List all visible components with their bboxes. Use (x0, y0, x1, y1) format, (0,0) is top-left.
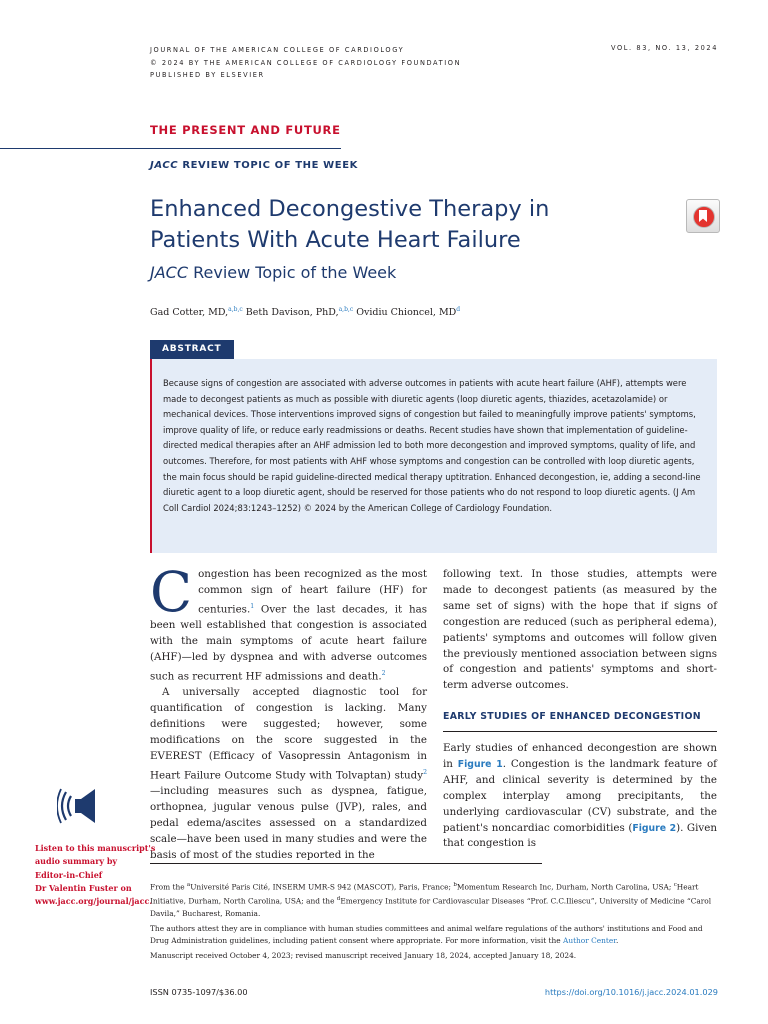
body-paragraph (150, 560, 427, 685)
journal-meta (150, 44, 461, 82)
footnote-text: From the (150, 882, 187, 892)
body-column-right (443, 567, 717, 694)
subtitle-rest: Review Topic of the Week (188, 263, 397, 282)
audio-line: audio summary by (35, 856, 118, 867)
body-column-right-lower (443, 741, 717, 852)
audio-line: Editor-in-Chief (35, 869, 103, 880)
affiliation-marker: c (673, 882, 677, 888)
body-text: Over the last decades, it has been well established that congestion is associated with the main symptoms of acute heart failure (AHF)—led by dyspnea and with adverse outcomes such as recurrent HF admissions and death. (150, 603, 427, 683)
affiliation-link[interactable]: a,b,c (338, 306, 354, 313)
footnote-text: . (616, 935, 619, 945)
abstract-label: ABSTRACT (150, 340, 234, 359)
audio-link[interactable]: www.jacc.org/journal/jacc. (35, 896, 153, 907)
issn: ISSN 0735-1097/$36.00 (150, 987, 248, 997)
article-subtitle (150, 263, 396, 282)
section-heading: EARLY STUDIES OF ENHANCED DECONGESTION (443, 711, 701, 722)
body-text: Early studies of enhanced decongestion are shown in (443, 742, 717, 770)
audio-line: Dr Valentin Fuster on (35, 882, 132, 893)
body-column-left (150, 560, 427, 864)
body-paragraph (150, 685, 427, 863)
topic-label (150, 160, 358, 171)
author-name: Ovidiu Chioncel, MD (353, 307, 457, 319)
author-list (150, 306, 460, 318)
body-text: ). Given that congestion is (443, 821, 717, 850)
body-text: . Congestion is the landmark feature of AHF, and clinical severity is determined by the complex interplay among precipitants, the underlying cardiovascular (CV) substrate, and the patient's noncardiac comorbidities ( (443, 757, 717, 834)
footnote-text: The authors attest they are in compliance with human studies committees and animal welfare regulations of the authors' institutions and Food and Drug Administration guidelines, including patient consent where appropriate. For more information, visit the (150, 923, 703, 945)
manuscript-dates: Manuscript received October 4, 2023; revised manuscript received January 18, 2024, accepted January 18, 2024. (150, 950, 577, 960)
footnote-text: Heart Initiative, Durham, North Carolina, USA; and the (150, 882, 699, 906)
reference-link[interactable]: 2 (381, 669, 386, 677)
body-paragraph: following text. In those studies, attempts were made to decongest patients (as measured by the same set of signs) with the hope that if signs of congestion are reduced (such as peripheral edema), patients' symptoms and outcomes will follow given the previously mentioned association between signs of congestion and patients' symptoms and short-term adverse outcomes. (443, 568, 717, 692)
copyright-line: © 2024 BY THE AMERICAN COLLEGE OF CARDIOLOGY FOUNDATION (150, 58, 462, 67)
footnote-text: Université Paris Cité, INSERM UMR-S 942 (MASCOT), Paris, France; (190, 882, 454, 892)
abstract-accent-line (150, 359, 152, 553)
audio-summary-note[interactable] (35, 842, 155, 908)
topic-jacc: JACC (150, 160, 179, 171)
footnote-text: Momentum Research Inc, Durham, North Carolina, USA; (456, 882, 674, 892)
affiliation-marker: b (453, 882, 457, 888)
body-text: A universally accepted diagnostic tool for quantification of congestion is lacking. Many definitions were suggested; however, some modifications on the score suggested in the EVEREST (Efficacy of Vasopressin Antagonism in Heart Failure Outcome Study with Tolvaptan) study (150, 686, 427, 782)
footnote-text: Emergency Institute for Cardiovascular Diseases “Prof. C.C.Iliescu”, University of Medicine “Carol Davila,” Bucharest, Romania. (150, 896, 712, 918)
author-name: Beth Davison, PhD, (242, 307, 339, 319)
abstract-text: Because signs of congestion are associated with adverse outcomes in patients with acute heart failure (AHF), attempts were made to decongest patients as much as possible with diuretic agents (loop diuretic agents, thiazides, acetazolamide) or mechanical devices. Those interventions improved signs of congestion but failed to meaningfully improve patients' symptoms, improve quality of life, or reduce early readmissions or deaths. Recent studies have shown that implementation of guideline-directed medical therapies after an AHF admission led to both more decongestion and improved symptoms, quality of life, and outcomes. Therefore, for most patients with AHF whose symptoms and congestion can be controlled with loop diuretic agents, the main focus should be rapid guideline-directed medical therapy uptitration. Enhanced decongestion, ie, adding a second-line diuretic agent to a loop diuretic agent, should be reserved for those patients who do not respond to loop diuretic agents. (J Am Coll Cardiol 2024;83:1243–1252) © 2024 by the American College of Cardiology Foundation. (163, 378, 701, 513)
affiliation-link[interactable]: a,b,c (228, 306, 243, 313)
author-name: Gad Cotter, MD, (150, 307, 229, 319)
title-line-1: Enhanced Decongestive Therapy in (150, 196, 550, 222)
drop-cap: C (150, 560, 193, 624)
crossmark-badge[interactable] (686, 199, 720, 233)
compliance-footnote (150, 923, 720, 947)
speaker-icon[interactable] (57, 784, 107, 828)
footnote-divider (150, 863, 542, 864)
affiliation-marker: d (336, 896, 341, 903)
publisher-line: PUBLISHED BY ELSEVIER (150, 71, 265, 79)
footnotes (150, 879, 720, 965)
subtitle-jacc: JACC (150, 263, 189, 282)
heading-rule (443, 731, 717, 732)
body-text: ongestion has been recognized as the most common sign of heart failure (HF) for centuries. (198, 568, 427, 616)
topic-rest: REVIEW TOPIC OF THE WEEK (178, 160, 358, 171)
author-center-link[interactable]: Author Center (562, 935, 616, 945)
body-paragraph (443, 741, 717, 852)
figure-1-link[interactable]: Figure 1 (457, 758, 503, 770)
affiliations-footnote (150, 879, 720, 920)
audio-line: Listen to this manuscript's (35, 843, 156, 853)
section-label: THE PRESENT AND FUTURE (150, 123, 341, 137)
section-divider (0, 148, 341, 149)
affiliation-link[interactable]: d (456, 306, 461, 313)
figure-2-link[interactable]: Figure 2 (632, 822, 677, 834)
journal-name: JOURNAL OF THE AMERICAN COLLEGE OF CARDIOLOGY (150, 46, 405, 54)
title-line-2: Patients With Acute Heart Failure (150, 227, 521, 253)
volume-info: VOL. 83, NO. 13, 2024 (610, 44, 718, 52)
doi-link[interactable]: https://doi.org/10.1016/j.jacc.2024.01.029 (544, 987, 718, 997)
article-title (150, 194, 650, 256)
reference-link[interactable]: 2 (423, 768, 427, 776)
body-text: —including measures such as dyspnea, fatigue, orthopnea, jugular venous pulse (JVP), rales, and pedal edema/ascites assessed on a standardized scale—have been used in many studies and were the basis of most of the studies reported in the (150, 785, 427, 861)
reference-link[interactable]: 1 (250, 602, 255, 610)
affiliation-marker: a (186, 882, 191, 888)
